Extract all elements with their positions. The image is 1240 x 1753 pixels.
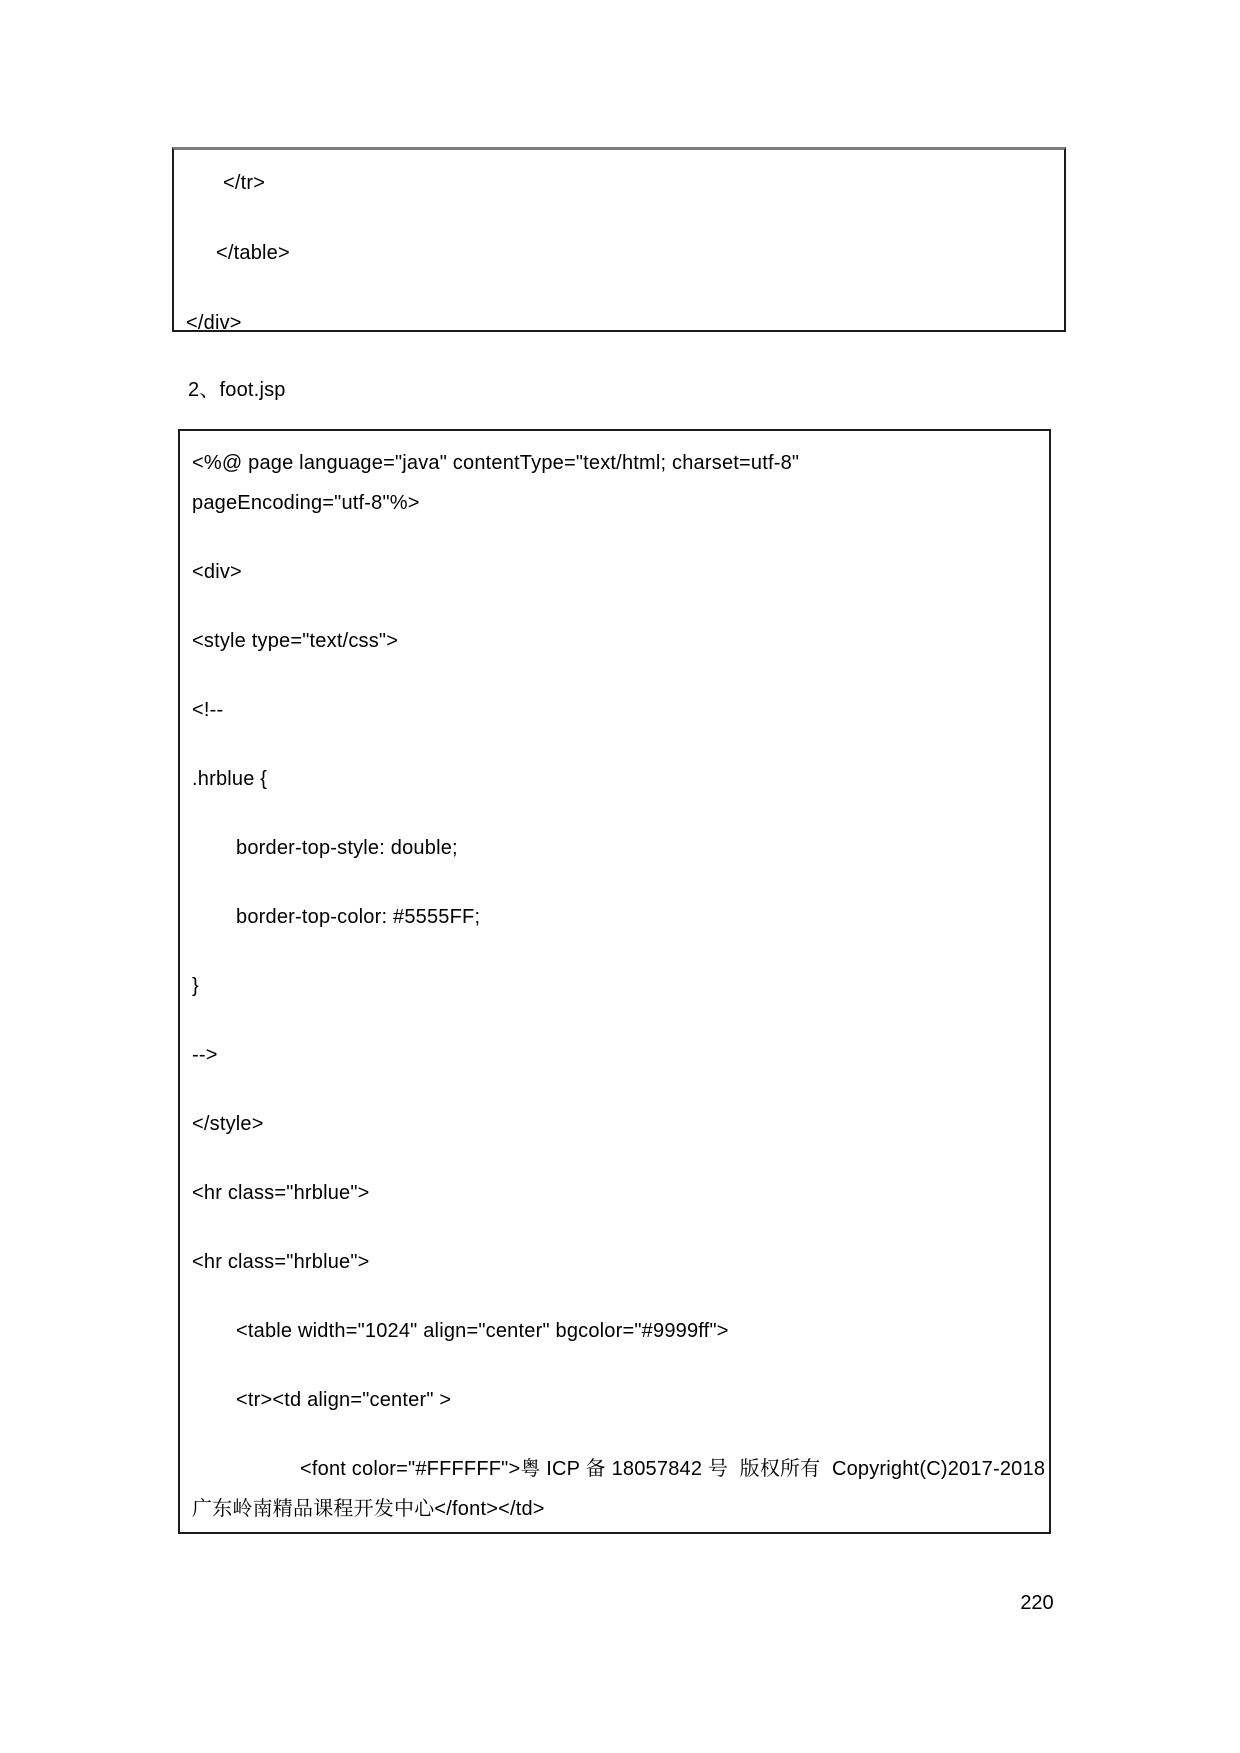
code-line: <%@ page language="java" contentType="text/html; charset=utf-8" bbox=[192, 452, 800, 474]
code-line: <font color="#FFFFFF">粤 ICP 备 18057842 号 版权所有 Copyright(C)2017-2018 bbox=[300, 1458, 1046, 1480]
code-block-foot-jsp bbox=[178, 429, 1051, 1534]
code-line: <hr class="hrblue"> bbox=[192, 1182, 370, 1204]
code-line: border-top-style: double; bbox=[236, 837, 458, 859]
code-line: </tr> bbox=[223, 172, 266, 194]
code-block-previous-listing bbox=[172, 147, 1066, 332]
code-line: </table> bbox=[216, 242, 290, 264]
code-line: </div> bbox=[186, 312, 242, 332]
section-label: 2、foot.jsp bbox=[188, 379, 286, 401]
code-line: <table width="1024" align="center" bgcolor="#9999ff"> bbox=[236, 1320, 729, 1342]
code-line: <!-- bbox=[192, 699, 224, 721]
code-line: <div> bbox=[192, 561, 242, 583]
code-line: <tr><td align="center" > bbox=[236, 1389, 452, 1411]
code-line: pageEncoding="utf-8"%> bbox=[192, 492, 420, 514]
code-line: --> bbox=[192, 1044, 218, 1066]
code-line: <hr class="hrblue"> bbox=[192, 1251, 370, 1273]
code-line: </style> bbox=[192, 1113, 264, 1135]
code-line: 广东岭南精品课程开发中心</font></td> bbox=[192, 1498, 545, 1520]
code-line: border-top-color: #5555FF; bbox=[236, 906, 481, 928]
page-number: 220 bbox=[1020, 1592, 1054, 1614]
code-line: } bbox=[192, 975, 199, 997]
code-line: .hrblue { bbox=[192, 768, 268, 790]
code-line: <style type="text/css"> bbox=[192, 630, 399, 652]
